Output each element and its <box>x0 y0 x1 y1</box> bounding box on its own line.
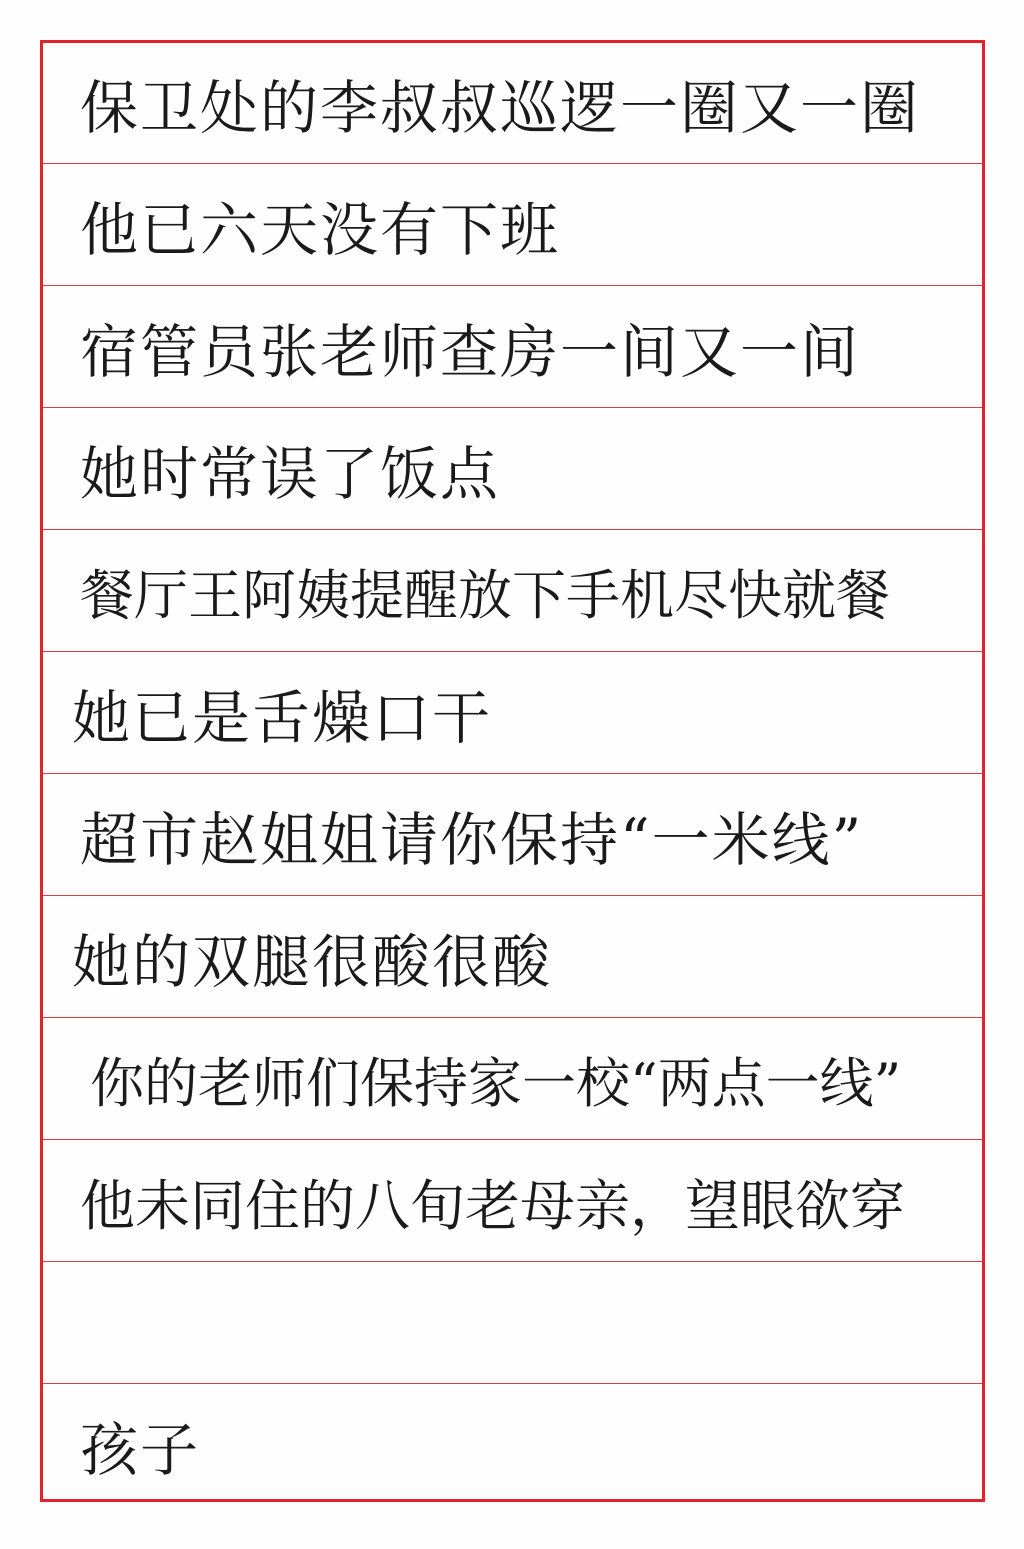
text-line-8: 她的双腿很酸很酸 <box>72 928 553 996</box>
text-line-3: 宿管员张老师查房一间又一间 <box>80 318 861 386</box>
text-line-7: 超市赵姐姐请你保持“一米线” <box>80 806 864 874</box>
text-line-1: 保卫处的李叔叔巡逻一圈又一圈 <box>80 74 921 142</box>
text-line-6: 她已是舌燥口干 <box>72 684 493 752</box>
text-line-5: 餐厅王阿姨提醒放下手机尽快就餐 <box>80 564 890 627</box>
text-line-9: 你的老师们保持家一校“两点一线” <box>90 1052 902 1115</box>
text-line-12: 孩子 <box>80 1416 201 1484</box>
ruled-line <box>43 1383 982 1384</box>
text-line-10: 他未同住的八旬老母亲，望眼欲穿 <box>80 1174 906 1238</box>
text-line-2: 他已六天没有下班 <box>80 196 561 264</box>
text-line-4: 她时常误了饭点 <box>80 440 501 508</box>
